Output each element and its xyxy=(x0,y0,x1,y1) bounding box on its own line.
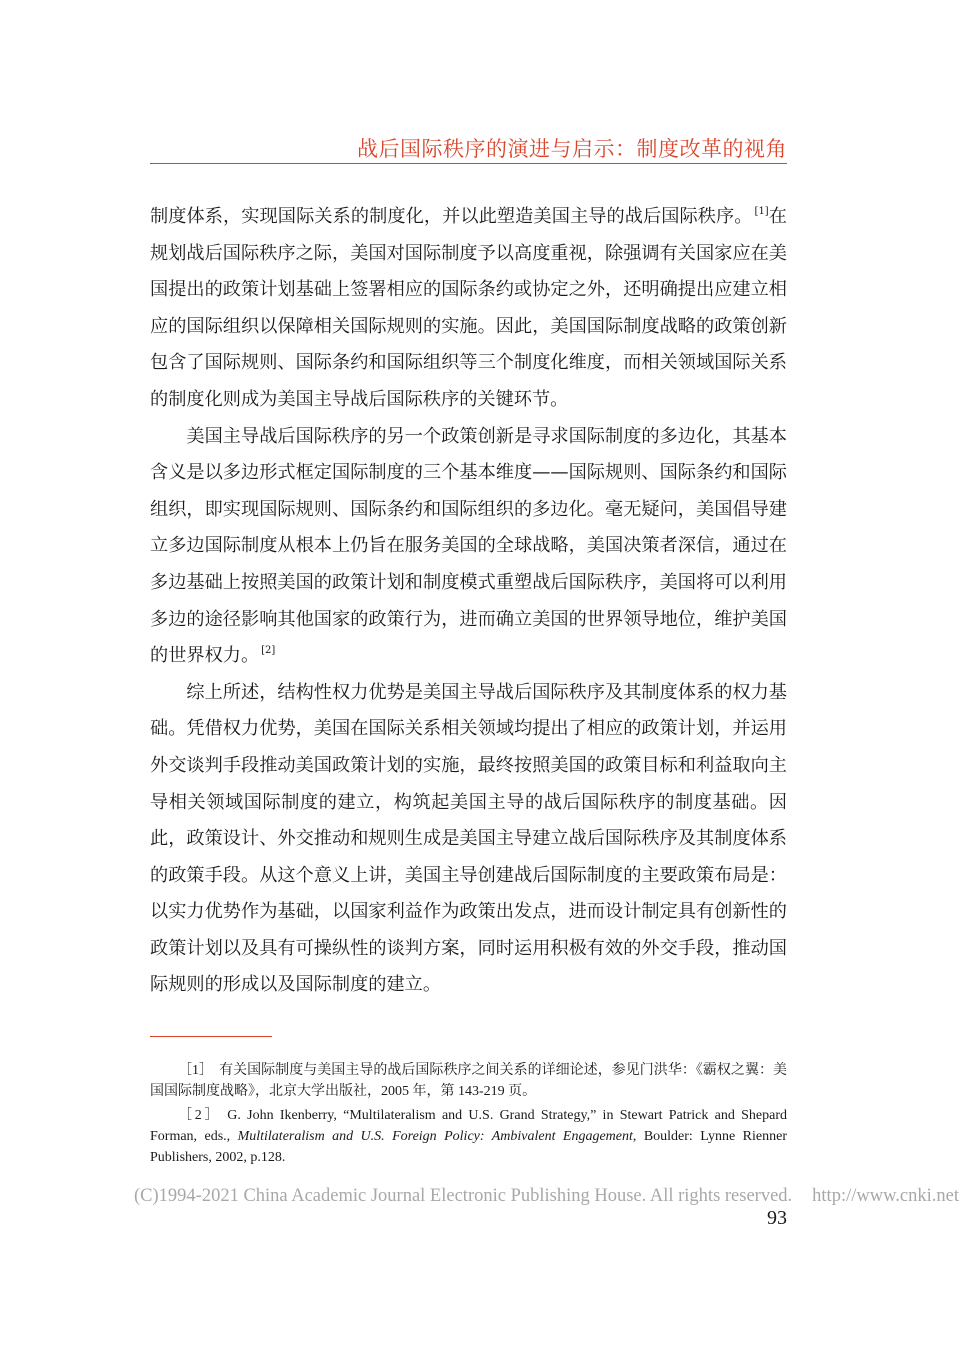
body-text xyxy=(150,199,787,1004)
footnote-rule xyxy=(150,1036,272,1037)
header-rule xyxy=(150,163,787,164)
watermark-text: (C)1994-2021 China Academic Journal Electronic Publishing House. All rights reserved. xyxy=(134,1186,793,1206)
footnote-number: ［2］ xyxy=(178,1108,222,1123)
footnote-2 xyxy=(150,1105,787,1168)
paragraph-text: 在规划战后国际秩序之际，美国对国际制度予以高度重视，除强调有关国家应在美国提出的政策计划基础上签署相应的国际条约或协定之外，还明确提出应建立相应的国际组织以保障相关国际规则的实施。因此，美国国际制度战略的政策创新包含了国际规则、国际条约和国际组织等三个制度化维度，而相关领域国际关系的制度化则成为美国主导战后国际秩序的关键环节。 xyxy=(150,206,787,410)
footnote-ref-2[interactable]: [2] xyxy=(261,645,276,657)
paragraph-text: 制度体系，实现国际关系的制度化，并以此塑造美国主导的战后国际秩序。 xyxy=(150,206,753,227)
footnote-book-title: Multilateralism and U.S. Foreign Policy: Ambivalent Engagement xyxy=(237,1129,633,1144)
paragraph xyxy=(150,675,787,1004)
footnotes xyxy=(150,1060,787,1171)
footnote-ref-1[interactable]: [1] xyxy=(754,206,769,217)
page-number: 93 xyxy=(767,1207,787,1229)
copyright-watermark xyxy=(134,1186,959,1207)
paragraph xyxy=(150,199,787,419)
paragraph-text: 综上所述，结构性权力优势是美国主导战后国际秩序及其制度体系的权力基础。凭借权力优势，美国在国际关系相关领域均提出了相应的政策计划，并运用外交谈判手段推动美国政策计划的实施，最终按照美国的政策目标和利益取向主导相关领域国际制度的建立，构筑起美国主导的战后国际秩序的制度基础。因此，政策设计、外交推动和规则生成是美国主导建立战后国际秩序及其制度体系的政策手段。从这个意义上讲，美国主导创建战后国际制度的主要政策布局是：以实力优势作为基础，以国家利益作为政策出发点，进而设计制定具有创新性的政策计划以及具有可操纵性的谈判方案，同时运用积极有效的外交手段，推动国际规则的形成以及国际制度的建立。 xyxy=(150,681,787,996)
footnote-1 xyxy=(150,1060,787,1102)
footnote-number: ［1］ xyxy=(178,1063,214,1078)
footnote-text: 有关国际制度与美国主导的战后国际秩序之间关系的详细论述，参见门洪华：《霸权之翼：美国国际制度战略》，北京大学出版社，2005 年，第 143-219 页。 xyxy=(150,1063,788,1099)
running-head: 战后国际秩序的演进与启示：制度改革的视角 xyxy=(357,137,787,161)
watermark-url: http://www.cnki.net xyxy=(812,1186,959,1206)
paragraph-text: 美国主导战后国际秩序的另一个政策创新是寻求国际制度的多边化，其基本含义是以多边形式框定国际制度的三个基本维度——国际规则、国际条约和国际组织，即实现国际规则、国际条约和国际组织的多边化。毫无疑问，美国倡导建立多边国际制度从根本上仍旨在服务美国的全球战略，美国决策者深信，通过在多边基础上按照美国的政策计划和制度模式重塑战后国际秩序，美国将可以利用多边的途径影响其他国家的政策行为，进而确立美国的世界领导地位，维护美国的世界权力。 xyxy=(150,425,787,667)
paragraph xyxy=(150,419,787,675)
footnote-text: , Boulder: Lynne Rienner Publishers, 2002, p.128. xyxy=(150,1129,787,1165)
footnote-text: G. John Ikenberry, “Multilateralism and U.S. Grand Strategy,” in Stewart Patrick and Shepard Forman, eds., xyxy=(150,1108,787,1144)
